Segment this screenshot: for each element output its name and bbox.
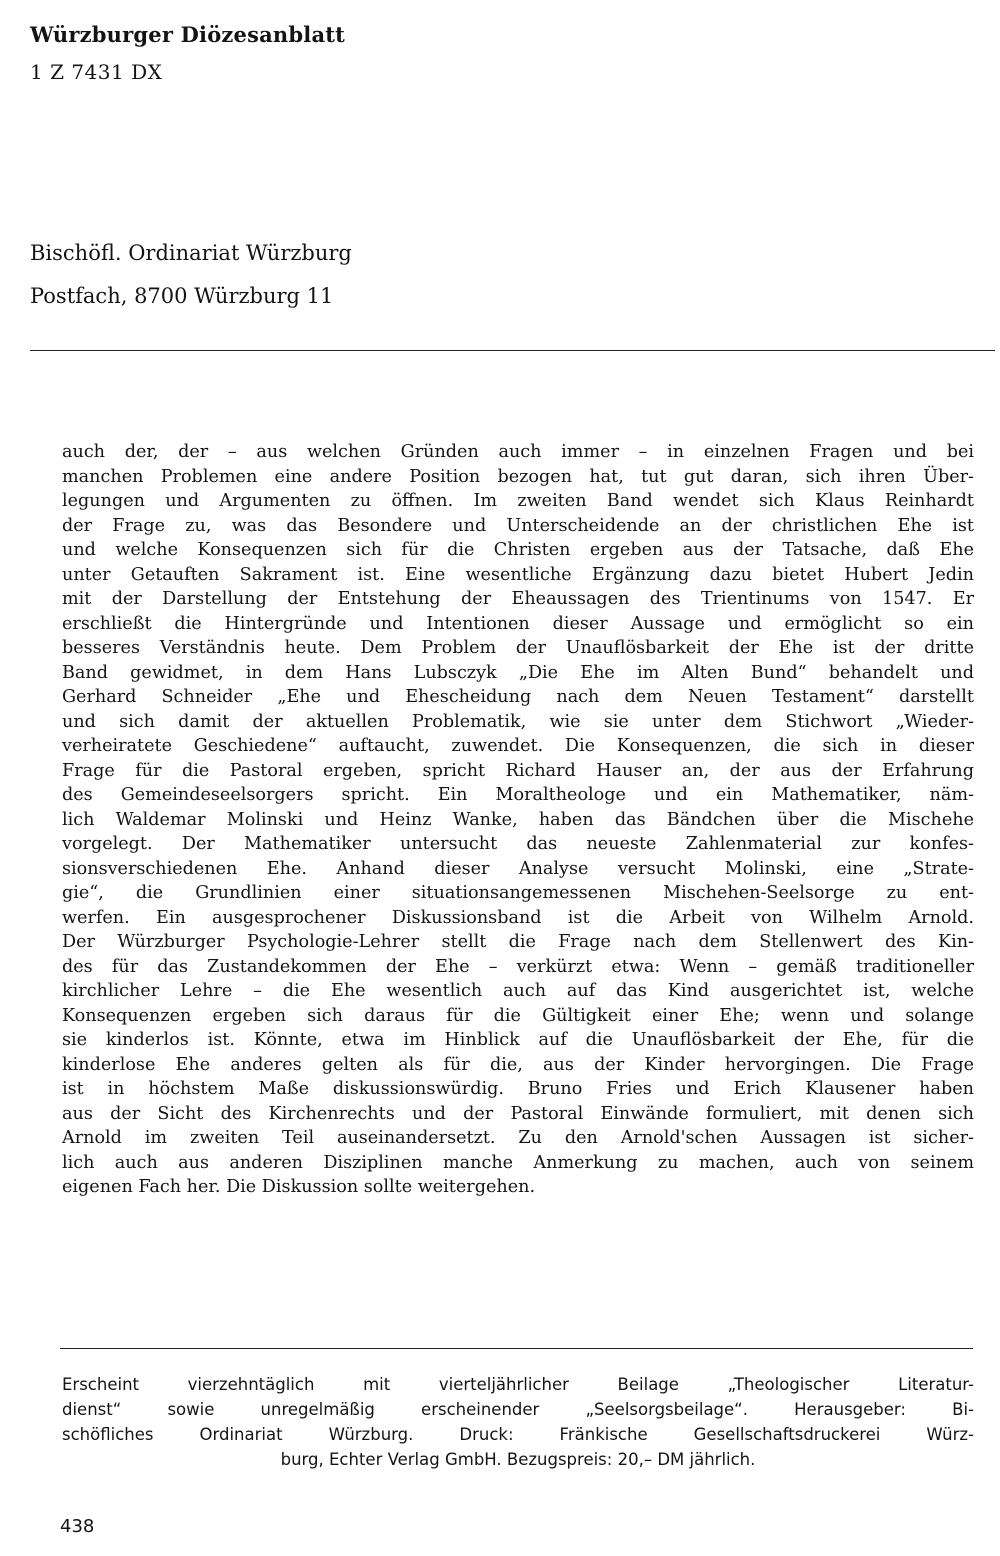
text-line: erschließt die Hintergründe und Intentionen dieser Aussage und ermöglicht so ein: [62, 613, 974, 634]
text-line: aus der Sicht des Kirchenrechts und der Pastoral Einwände formuliert, mit denen sich: [62, 1103, 974, 1124]
text-line: Gerhard Schneider „Ehe und Ehescheidung nach dem Neuen Testament“ darstellt: [62, 687, 974, 707]
text-line: legungen und Argumenten zu öffnen. Im zweiten Band wendet sich Klaus Reinhardt: [62, 491, 974, 511]
text-line: und sich damit der aktuellen Problematik, wie sie unter dem Stichwort „Wieder-: [62, 711, 974, 732]
colophon: [62, 1372, 974, 1472]
sender-address: [30, 232, 352, 318]
body-paragraph: [62, 440, 974, 1200]
text-line: verheiratete Geschiedene“ auftaucht, zuwendet. Die Konsequenzen, die sich in dieser: [62, 736, 974, 756]
colophon-line: Erscheint vierzehntäglich mit vierteljährlicher Beilage „Theologischer Literatur-: [62, 1375, 974, 1394]
text-line: sie kinderlos ist. Könnte, etwa im Hinblick auf die Unauflösbarkeit der Ehe, für die: [62, 1030, 974, 1050]
top-divider: [30, 350, 995, 351]
text-line: Der Würzburger Psychologie-Lehrer stellt die Frage nach dem Stellenwert des Kin-: [62, 932, 974, 952]
text-line: unter Getauften Sakrament ist. Eine wesentliche Ergänzung dazu bietet Hubert Jedin: [62, 564, 974, 585]
text-line: manchen Problemen eine andere Position bezogen hat, tut gut daran, sich ihren Über-: [62, 466, 974, 487]
text-line: Frage für die Pastoral ergeben, spricht Richard Hauser an, der aus der Erfahrung: [62, 760, 974, 781]
text-line: kinderlose Ehe anderes gelten als für die, aus der Kinder hervorgingen. Die Frage: [62, 1054, 974, 1075]
text-line: lich Waldemar Molinski und Heinz Wanke, haben das Bändchen über die Mischehe: [62, 809, 974, 830]
bottom-divider: [60, 1348, 973, 1349]
publication-code: 1 Z 7431 DX: [30, 60, 163, 84]
address-line: Postfach, 8700 Würzburg 11: [30, 284, 334, 308]
colophon-line: burg, Echter Verlag GmbH. Bezugspreis: 20,– DM jährlich.: [280, 1450, 756, 1469]
publication-title: Würzburger Diözesanblatt: [30, 22, 346, 47]
text-line: ist in höchstem Maße diskussionswürdig. Bruno Fries und Erich Klausener haben: [62, 1079, 974, 1099]
colophon-line: dienst“ sowie unregelmäßig erscheinender „Seelsorgsbeilage“. Herausgeber: Bi-: [62, 1400, 974, 1419]
text-line: auch der, der – aus welchen Gründen auch immer – in einzelnen Fragen und bei: [62, 442, 974, 462]
page-number: 438: [60, 1516, 95, 1537]
text-line: werfen. Ein ausgesprochener Diskussionsband ist die Arbeit von Wilhelm Arnold.: [62, 907, 974, 928]
colophon-line: schöfliches Ordinariat Würzburg. Druck: Fränkische Gesellschaftsdruckerei Würz-: [62, 1425, 974, 1444]
text-line: Konsequenzen ergeben sich daraus für die Gültigkeit einer Ehe; wenn und solange: [62, 1005, 974, 1026]
text-line: kirchlicher Lehre – die Ehe wesentlich auch auf das Kind ausgerichtet ist, welche: [62, 981, 974, 1001]
text-line: Arnold im zweiten Teil auseinandersetzt. Zu den Arnold'schen Aussagen ist sicher-: [62, 1128, 974, 1148]
text-line: des Gemeindeseelsorgers spricht. Ein Moraltheologe und ein Mathematiker, näm-: [62, 785, 974, 805]
text-line: besseres Verständnis heute. Dem Problem der Unauflösbarkeit der Ehe ist der dritte: [62, 638, 974, 658]
text-line: gie“, die Grundlinien einer situationsangemessenen Mischehen-Seelsorge zu ent-: [62, 883, 974, 903]
text-line: der Frage zu, was das Besondere und Unterscheidende an der christlichen Ehe ist: [62, 515, 974, 536]
text-line: vorgelegt. Der Mathematiker untersucht das neueste Zahlenmaterial zur konfes-: [62, 834, 974, 854]
text-line: des für das Zustandekommen der Ehe – verkürzt etwa: Wenn – gemäß traditioneller: [62, 956, 974, 977]
text-line: mit der Darstellung der Entstehung der Eheaussagen des Trientinums von 1547. Er: [62, 589, 974, 609]
address-line: Bischöfl. Ordinariat Würzburg: [30, 241, 352, 265]
text-line: lich auch aus anderen Disziplinen manche Anmerkung zu machen, auch von seinem: [62, 1152, 974, 1173]
text-line: und welche Konsequenzen sich für die Christen ergeben aus der Tatsache, daß Ehe: [62, 540, 974, 560]
text-line: sionsverschiedenen Ehe. Anhand dieser Analyse versucht Molinski, eine „Strate-: [62, 858, 974, 879]
text-line: Band gewidmet, in dem Hans Lubsczyk „Die Ehe im Alten Bund“ behandelt und: [62, 662, 974, 683]
text-line: eigenen Fach her. Die Diskussion sollte weitergehen.: [62, 1177, 536, 1197]
